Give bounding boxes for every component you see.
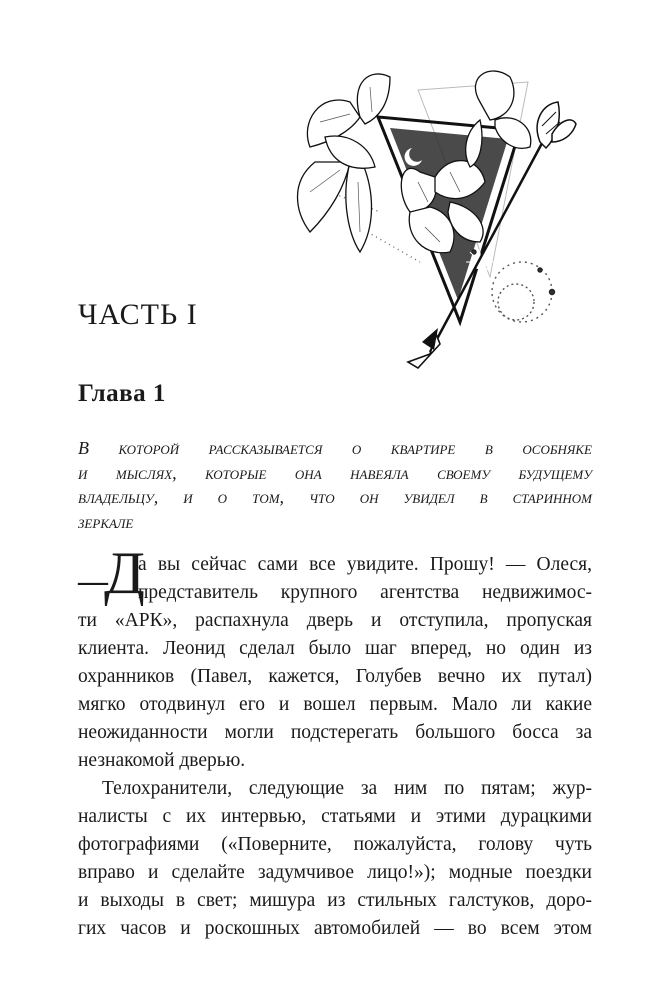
paragraph-2	[78, 775, 592, 943]
text-line: вправо и сделайте задумчивое лицо!»); модные поездки	[78, 862, 592, 883]
paragraph-1	[78, 540, 592, 775]
text-line: а вы сейчас сами все увидите. Прошу! — Олеся,	[138, 554, 592, 575]
text-line: Телохранители, следующие за ним по пятам; жур-	[102, 778, 592, 799]
epigraph-line: В которой рассказывается о квартире в особняке	[78, 438, 592, 458]
text-line: ти «АРК», распахнула дверь и отступила, пропуская	[78, 610, 592, 631]
text-line: фотографиями («Поверните, пожалуйста, голову чуть	[78, 834, 592, 855]
magnolia-arrow-triangle-icon	[290, 62, 580, 372]
text-line: мягко отодвинул его и вошел первым. Мало ли какие	[78, 694, 592, 715]
epigraph-line: и мыслях, которые она навеяла своему будущему	[78, 462, 592, 483]
text-line: незнакомой дверью.	[78, 750, 246, 771]
drop-cap-letter: Д	[104, 540, 145, 606]
chapter-title: Глава 1	[78, 380, 166, 407]
part-title: ЧАСТЬ I	[78, 298, 198, 331]
drop-cap-dash: —	[78, 565, 108, 598]
text-line: неожиданности могли подстерегать большого босса за	[78, 722, 592, 743]
text-line: гих часов и роскошных автомобилей — во всем этом	[78, 918, 592, 939]
text-line: охранников (Павел, кажется, Голубев вечно их путал)	[78, 666, 592, 687]
drop-cap	[78, 540, 145, 606]
text-line: налисты с их интервью, статьями и этими дурацкими	[78, 806, 592, 827]
chapter-body	[78, 540, 592, 943]
epigraph-line: владельцу, и о том, что он увидел в старинном	[78, 487, 592, 507]
text-line: и выходы в свет; мишура из стильных галстуков, доро-	[78, 890, 592, 911]
epigraph-line: зеркале	[78, 511, 134, 532]
chapter-epigraph	[78, 436, 592, 534]
text-line: представитель крупного агентства недвижимос-	[138, 582, 592, 603]
text-line: клиента. Леонид сделал было шаг вперед, но один из	[78, 638, 592, 659]
